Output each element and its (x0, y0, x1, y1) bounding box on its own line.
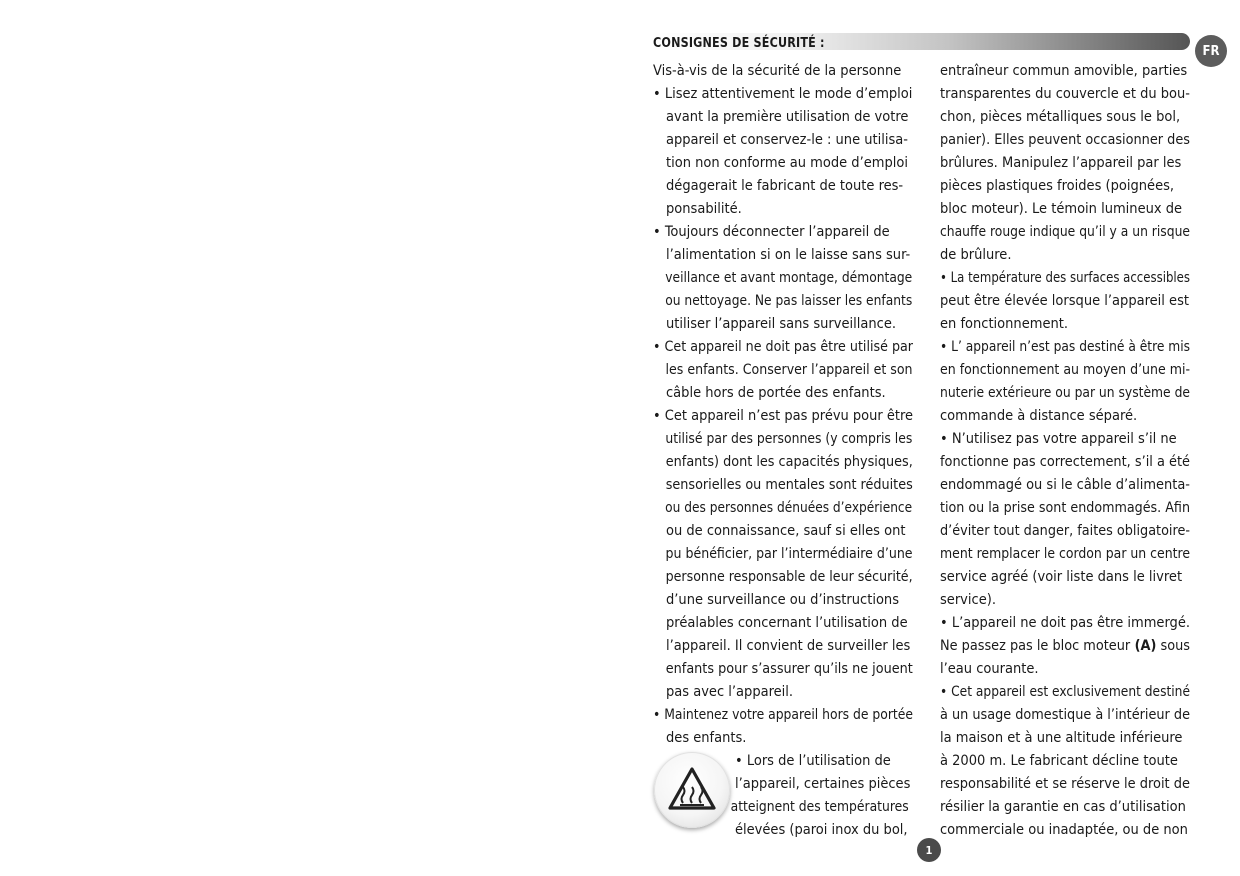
text-line: personne responsable de leur sécurité, (665, 569, 913, 585)
text-line: responsabilité et se réserve le droit de (940, 776, 1190, 792)
text-line: pièces plastiques froides (poignées, (940, 178, 1175, 194)
text-line: • Cet appareil ne doit pas être utilisé par (653, 339, 913, 355)
text-line: dégagerait le fabricant de toute res- (666, 178, 904, 194)
text-line: pas avec l’appareil. (666, 684, 794, 700)
text-line: ou nettoyage. Ne pas laisser les enfants (665, 293, 913, 309)
text-line: en fonctionnement. (940, 316, 1068, 332)
left-column (653, 60, 913, 842)
text-line: commande à distance séparé. (940, 408, 1138, 424)
text-line: • Toujours déconnecter l’appareil de (653, 224, 890, 240)
text-line: d’une surveillance ou d’instructions (666, 592, 899, 608)
text-line: • Cet appareil est exclusivement destiné (940, 684, 1190, 700)
text-line: service). (940, 592, 996, 608)
text-line: l’appareil, certaines pièces (735, 776, 911, 792)
text-line: utiliser l’appareil sans surveillance. (666, 316, 897, 332)
text-line: chauffe rouge indique qu’il y a un risque (940, 224, 1190, 240)
text-line: commerciale ou inadaptée, ou de non (940, 822, 1188, 838)
text-line: enfants pour s’assurer qu’ils ne jouent (665, 661, 913, 677)
text-line: des enfants. (666, 730, 747, 746)
text-line: résilier la garantie en cas d’utilisation (940, 799, 1186, 815)
text-line: transparentes du couvercle et du bou- (940, 86, 1190, 102)
text-line: utilisé par des personnes (y compris les (665, 431, 913, 447)
right-column (940, 60, 1190, 842)
text-line: câble hors de portée des enfants. (666, 385, 886, 401)
section-title: CONSIGNES DE SÉCURITÉ : (653, 35, 825, 51)
text-line: • Lisez attentivement le mode d’emploi (653, 86, 913, 102)
text-line: l’eau courante. (940, 661, 1039, 677)
text-line: panier). Elles peuvent occasionner des (940, 132, 1190, 148)
text-line: service agréé (voir liste dans le livret (940, 569, 1183, 585)
text-line: à un usage domestique à l’intérieur de (940, 707, 1190, 723)
text-line: ponsabilité. (666, 201, 742, 217)
text-line: • L’ appareil n’est pas destiné à être mis (940, 339, 1190, 355)
text-line: Vis-à-vis de la sécurité de la personne (653, 63, 902, 79)
text-line: la maison et à une altitude inférieure (940, 730, 1183, 746)
text-line: en fonctionnement au moyen d’une mi- (940, 362, 1190, 378)
language-badge: FR (1195, 35, 1227, 67)
hot-surface-warning-icon (654, 752, 730, 828)
text-line: tion non conforme au mode d’emploi (666, 155, 908, 171)
text-line: élevées (paroi inox du bol, (735, 822, 908, 838)
text-line: pu bénéficier, par l’intermédiaire d’une (665, 546, 913, 562)
text-line: enfants) dont les capacités physiques, (665, 454, 913, 470)
text-line: de brûlure. (940, 247, 1012, 263)
text-line: sensorielles ou mentales sont réduites (665, 477, 913, 493)
text-line: atteignent des températures (730, 799, 909, 815)
text-line: avant la première utilisation de votre (666, 109, 909, 125)
text-line: • La température des surfaces accessibles (940, 270, 1190, 286)
text-line: préalables concernant l’utilisation de (666, 615, 908, 631)
text-line: nuterie extérieure ou par un système de (940, 385, 1190, 401)
text-line: chon, pièces métalliques sous le bol, (940, 109, 1181, 125)
text-line: appareil et conservez-le : une utilisa- (666, 132, 909, 148)
text-line: l’alimentation si on le laisse sans sur- (666, 247, 911, 263)
text-line: les enfants. Conserver l’appareil et son (665, 362, 913, 378)
text-line: fonctionne pas correctement, s’il a été (940, 454, 1190, 470)
text-line: • Maintenez votre appareil hors de portée (653, 707, 913, 723)
text-line: • N’utilisez pas votre appareil s’il ne (940, 431, 1177, 447)
text-line: tion ou la prise sont endommagés. Afin (940, 500, 1190, 516)
text-line: veillance et avant montage, démontage (665, 270, 913, 286)
page-number: 1 (917, 838, 941, 862)
text-line: • Cet appareil n’est pas prévu pour être (653, 408, 913, 424)
text-line: peut être élevée lorsque l’appareil est (940, 293, 1189, 309)
text-line: ou de connaissance, sauf si elles ont (666, 523, 906, 539)
text-line: ou des personnes dénuées d’expérience (665, 500, 913, 516)
text-line: brûlures. Manipulez l’appareil par les (940, 155, 1182, 171)
text-line: • Lors de l’utilisation de (735, 753, 891, 769)
text-line: ment remplacer le cordon par un centre (940, 546, 1190, 562)
text-line: • L’appareil ne doit pas être immergé. (940, 615, 1190, 631)
text-line: entraîneur commun amovible, parties (940, 63, 1188, 79)
text-line: l’appareil. Il convient de surveiller les (666, 638, 911, 654)
text-line: bloc moteur). Le témoin lumineux de (940, 201, 1183, 217)
text-line: endommagé ou si le câble d’alimenta- (940, 477, 1190, 493)
text-line: à 2000 m. Le fabricant décline toute (940, 753, 1178, 769)
text-line: d’éviter tout danger, faites obligatoire- (940, 523, 1190, 539)
text-line: Ne passez pas le bloc moteur (A) sous (940, 638, 1190, 654)
